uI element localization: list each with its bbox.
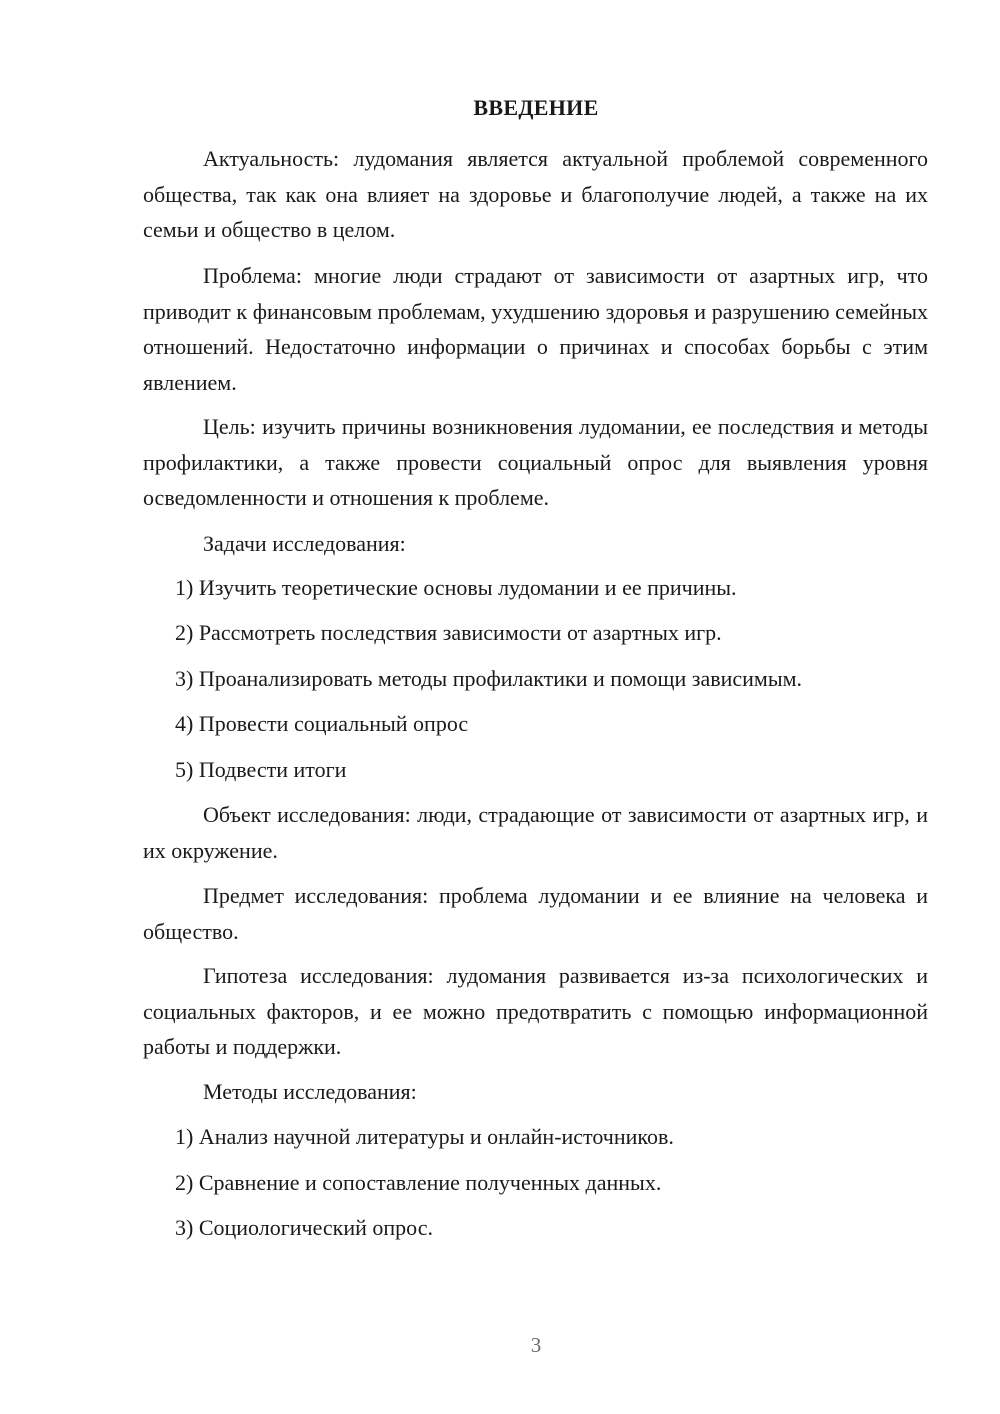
task-item: 1) Изучить теоретические основы лудомании и ее причины. (175, 575, 737, 600)
method-item: 3) Социологический опрос. (175, 1215, 433, 1240)
goal-paragraph: Цель: изучить причины возникновения лудомании, ее последствия и методы профилактики, а также провести социальный опрос для выявления уровня осведомленности и отношения к проблеме. (143, 414, 928, 510)
relevance-paragraph: Актуальность: лудомания является актуальной проблемой современного общества, так как она влияет на здоровье и благополучие людей, а также на их семьи и общество в целом. (143, 146, 928, 242)
methods-heading: Методы исследования: (203, 1079, 417, 1104)
task-item: 4) Провести социальный опрос (175, 711, 469, 736)
method-item: 2) Сравнение и сопоставление полученных данных. (175, 1170, 662, 1195)
task-item: 3) Проанализировать методы профилактики и помощи зависимым. (175, 666, 803, 691)
problem-paragraph: Проблема: многие люди страдают от зависимости от азартных игр, что приводит к финансовым проблемам, ухудшению здоровья и разрушению семейных отношений. Недостаточно информации о причинах и способах борьбы с этим явлением. (143, 263, 928, 395)
page-number: 3 (530, 1333, 542, 1357)
hypothesis-paragraph: Гипотеза исследования: лудомания развивается из-за психологических и социальных факторов, и ее можно предотвратить с помощью информационной работы и поддержки. (143, 963, 928, 1059)
object-paragraph: Объект исследования: люди, страдающие от зависимости от азартных игр, и их окружение. (143, 802, 928, 863)
method-item: 1) Анализ научной литературы и онлайн-источников. (175, 1124, 674, 1149)
tasks-heading: Задачи исследования: (203, 531, 406, 556)
subject-paragraph: Предмет исследования: проблема лудомании и ее влияние на человека и общество. (143, 883, 928, 944)
task-item: 2) Рассмотреть последствия зависимости от азартных игр. (175, 620, 722, 645)
page-title: ВВЕДЕНИЕ (473, 95, 599, 120)
task-item: 5) Подвести итоги (175, 757, 347, 782)
